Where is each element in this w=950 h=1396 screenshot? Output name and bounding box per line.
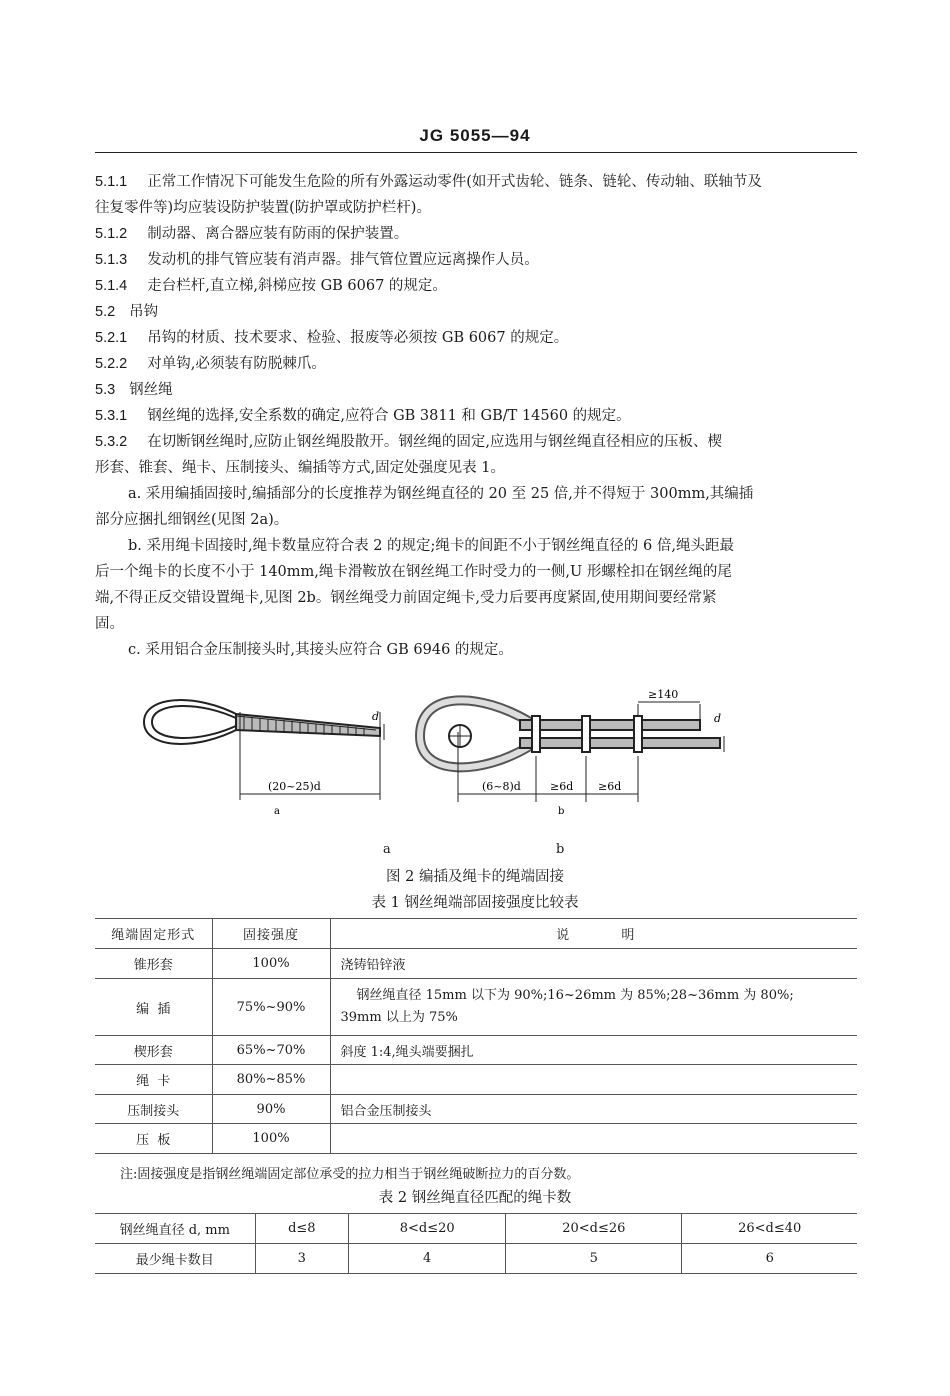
row-form: 绳 卡 xyxy=(95,1065,212,1095)
table-row xyxy=(95,1244,857,1274)
row-form: 楔形套 xyxy=(95,1036,212,1065)
clause-text: 钢丝绳 xyxy=(129,382,173,398)
table-row xyxy=(95,1124,857,1154)
clause-line xyxy=(95,458,860,478)
table-header-row xyxy=(95,919,857,949)
header-rule xyxy=(95,152,857,153)
figure-2 xyxy=(140,672,740,820)
table-header-row xyxy=(95,1214,857,1244)
clause-line xyxy=(95,406,860,426)
clause-number: 5.3 xyxy=(95,382,116,398)
range-cell: 8<d≤20 xyxy=(349,1214,506,1244)
row-strength: 80%~85% xyxy=(212,1065,330,1095)
table-row xyxy=(95,949,857,979)
table-row xyxy=(95,1095,857,1124)
clause-text: 吊钩 xyxy=(129,304,159,320)
figure-a-drawing xyxy=(144,700,384,800)
clause-number: 5.1.3 xyxy=(95,252,128,268)
figure-a-d-label: d xyxy=(372,710,380,723)
clause-text: 对单钩,必须装有防脱棘爪。 xyxy=(147,356,326,372)
figure-b-top-dimension: ≥140 xyxy=(648,688,679,701)
header-description: 说 明 xyxy=(330,919,857,949)
row-strength: 100% xyxy=(212,949,330,979)
table-2-caption: 表 2 钢丝绳直径匹配的绳卡数 xyxy=(378,1190,572,1206)
clause-number: 5.1.2 xyxy=(95,226,128,242)
row-description xyxy=(330,979,857,1036)
figure-caption: 图 2 编插及绳卡的绳端固接 xyxy=(386,869,564,885)
table-1-note: 注:固接强度是指钢丝绳端固定部位承受的拉力相当于钢丝绳破断拉力的百分数。 xyxy=(120,1167,580,1182)
count-cell: 3 xyxy=(255,1244,349,1274)
figure-b-d-label: d xyxy=(714,712,722,725)
figure-label-b: b xyxy=(556,842,565,857)
clause-number: 5.2 xyxy=(95,304,116,320)
header-diameter: 钢丝绳直径 d, mm xyxy=(95,1214,255,1244)
item-b-line: b. 采用绳卡固接时,绳卡数量应符合表 2 的规定;绳卡的间距不小于钢丝绳直径的 6 倍,绳头距最 xyxy=(128,538,734,554)
table-row xyxy=(95,1065,857,1095)
clause-text: 吊钩的材质、技术要求、检验、报废等必须按 GB 6067 的规定。 xyxy=(147,330,569,346)
section-heading xyxy=(95,380,860,400)
clause-line xyxy=(95,354,860,374)
row-form: 编 插 xyxy=(95,979,212,1036)
header-form: 绳端固定形式 xyxy=(95,919,212,949)
count-cell: 4 xyxy=(349,1244,506,1274)
clause-text: 形套、锥套、绳卡、压制接头、编插等方式,固定处强度见表 1。 xyxy=(95,460,505,476)
clause-number: 5.2.1 xyxy=(95,330,128,346)
clause-text: 发动机的排气管应装有消声器。排气管位置应远离操作人员。 xyxy=(147,252,539,268)
item-a-line: a. 采用编插固接时,编插部分的长度推荐为钢丝绳直径的 20 至 25 倍,并不得短于 300mm,其编插 xyxy=(128,486,754,502)
figure-label-a: a xyxy=(383,842,391,857)
row-strength: 65%~70% xyxy=(212,1036,330,1065)
clause-text: 正常工作情况下可能发生危险的所有外露运动零件(如开式齿轮、链条、链轮、传动轴、联轴节及 xyxy=(147,174,762,190)
clause-number: 5.3.2 xyxy=(95,434,128,450)
range-cell: 26<d≤40 xyxy=(682,1214,857,1244)
row-description xyxy=(330,1124,857,1154)
table-1-caption: 表 1 钢丝绳端部固接强度比较表 xyxy=(371,895,579,911)
clause-text: 走台栏杆,直立梯,斜梯应按 GB 6067 的规定。 xyxy=(147,278,447,294)
clause-text: 制动器、离合器应装有防雨的保护装置。 xyxy=(147,226,409,242)
item-b-line: 固。 xyxy=(95,616,124,632)
figure-b-sublabel: b xyxy=(558,806,565,817)
table-row xyxy=(95,979,857,1036)
figure-a-dimension: (20~25)d xyxy=(268,780,321,793)
row-description-line: 钢丝绳直径 15mm 以下为 90%;16~26mm 为 85%;28~36mm 为 80%; xyxy=(356,988,794,1003)
row-description: 浇铸铅锌液 xyxy=(330,949,857,979)
row-strength: 100% xyxy=(212,1124,330,1154)
row-description-line: 39mm 以上为 75% xyxy=(340,1010,458,1025)
clause-number: 5.3.1 xyxy=(95,408,128,424)
clause-line xyxy=(95,198,860,218)
range-cell: 20<d≤26 xyxy=(506,1214,682,1244)
clause-line xyxy=(95,432,860,452)
section-heading xyxy=(95,302,860,322)
row-description: 铝合金压制接头 xyxy=(330,1095,857,1124)
row-description xyxy=(330,1065,857,1095)
row-label: 最少绳卡数目 xyxy=(95,1244,255,1274)
header-strength: 固接强度 xyxy=(212,919,330,949)
clause-line xyxy=(95,224,860,244)
row-form: 压制接头 xyxy=(95,1095,212,1124)
clause-text: 在切断钢丝绳时,应防止钢丝绳股散开。钢丝绳的固定,应选用与钢丝绳直径相应的压板、楔 xyxy=(147,434,722,450)
table-2 xyxy=(95,1213,857,1274)
figure-a-sublabel: a xyxy=(274,806,280,817)
clause-text: 往复零件等)均应装设防护装置(防护罩或防护栏杆)。 xyxy=(95,200,431,216)
item-b-line: 后一个绳卡的长度不小于 140mm,绳卡滑鞍放在钢丝绳工作时受力的一侧,U 形螺栓扣在钢丝绳的尾 xyxy=(95,564,732,580)
page-header: JG 5055—94 xyxy=(419,126,531,145)
clause-number: 5.2.2 xyxy=(95,356,128,372)
row-form: 锥形套 xyxy=(95,949,212,979)
figure-b-dimension-1: (6~8)d xyxy=(482,780,521,793)
row-strength: 90% xyxy=(212,1095,330,1124)
range-cell: d≤8 xyxy=(255,1214,349,1244)
clause-line xyxy=(95,276,860,296)
clause-text: 钢丝绳的选择,安全系数的确定,应符合 GB 3811 和 GB/T 14560 的规定。 xyxy=(147,408,631,424)
count-cell: 5 xyxy=(506,1244,682,1274)
row-strength: 75%~90% xyxy=(212,979,330,1036)
count-cell: 6 xyxy=(682,1244,857,1274)
row-form: 压 板 xyxy=(95,1124,212,1154)
row-description: 斜度 1:4,绳头端要捆扎 xyxy=(330,1036,857,1065)
clause-line xyxy=(95,250,860,270)
clause-number: 5.1.4 xyxy=(95,278,128,294)
table-1 xyxy=(95,918,857,1154)
figure-b-dimension-2: ≥6d xyxy=(550,780,574,793)
item-a-line: 部分应捆扎细钢丝(见图 2a)。 xyxy=(95,512,289,528)
figure-b-dimension-3: ≥6d xyxy=(598,780,622,793)
item-c-line: c. 采用铝合金压制接头时,其接头应符合 GB 6946 的规定。 xyxy=(128,642,513,658)
clause-number: 5.1.1 xyxy=(95,174,128,190)
item-b-line: 端,不得正反交错设置绳卡,见图 2b。钢丝绳受力前固定绳卡,受力后要再度紧固,使用期间要经常紧 xyxy=(95,590,717,606)
table-row xyxy=(95,1036,857,1065)
clause-line xyxy=(95,172,860,192)
clause-line xyxy=(95,328,860,348)
